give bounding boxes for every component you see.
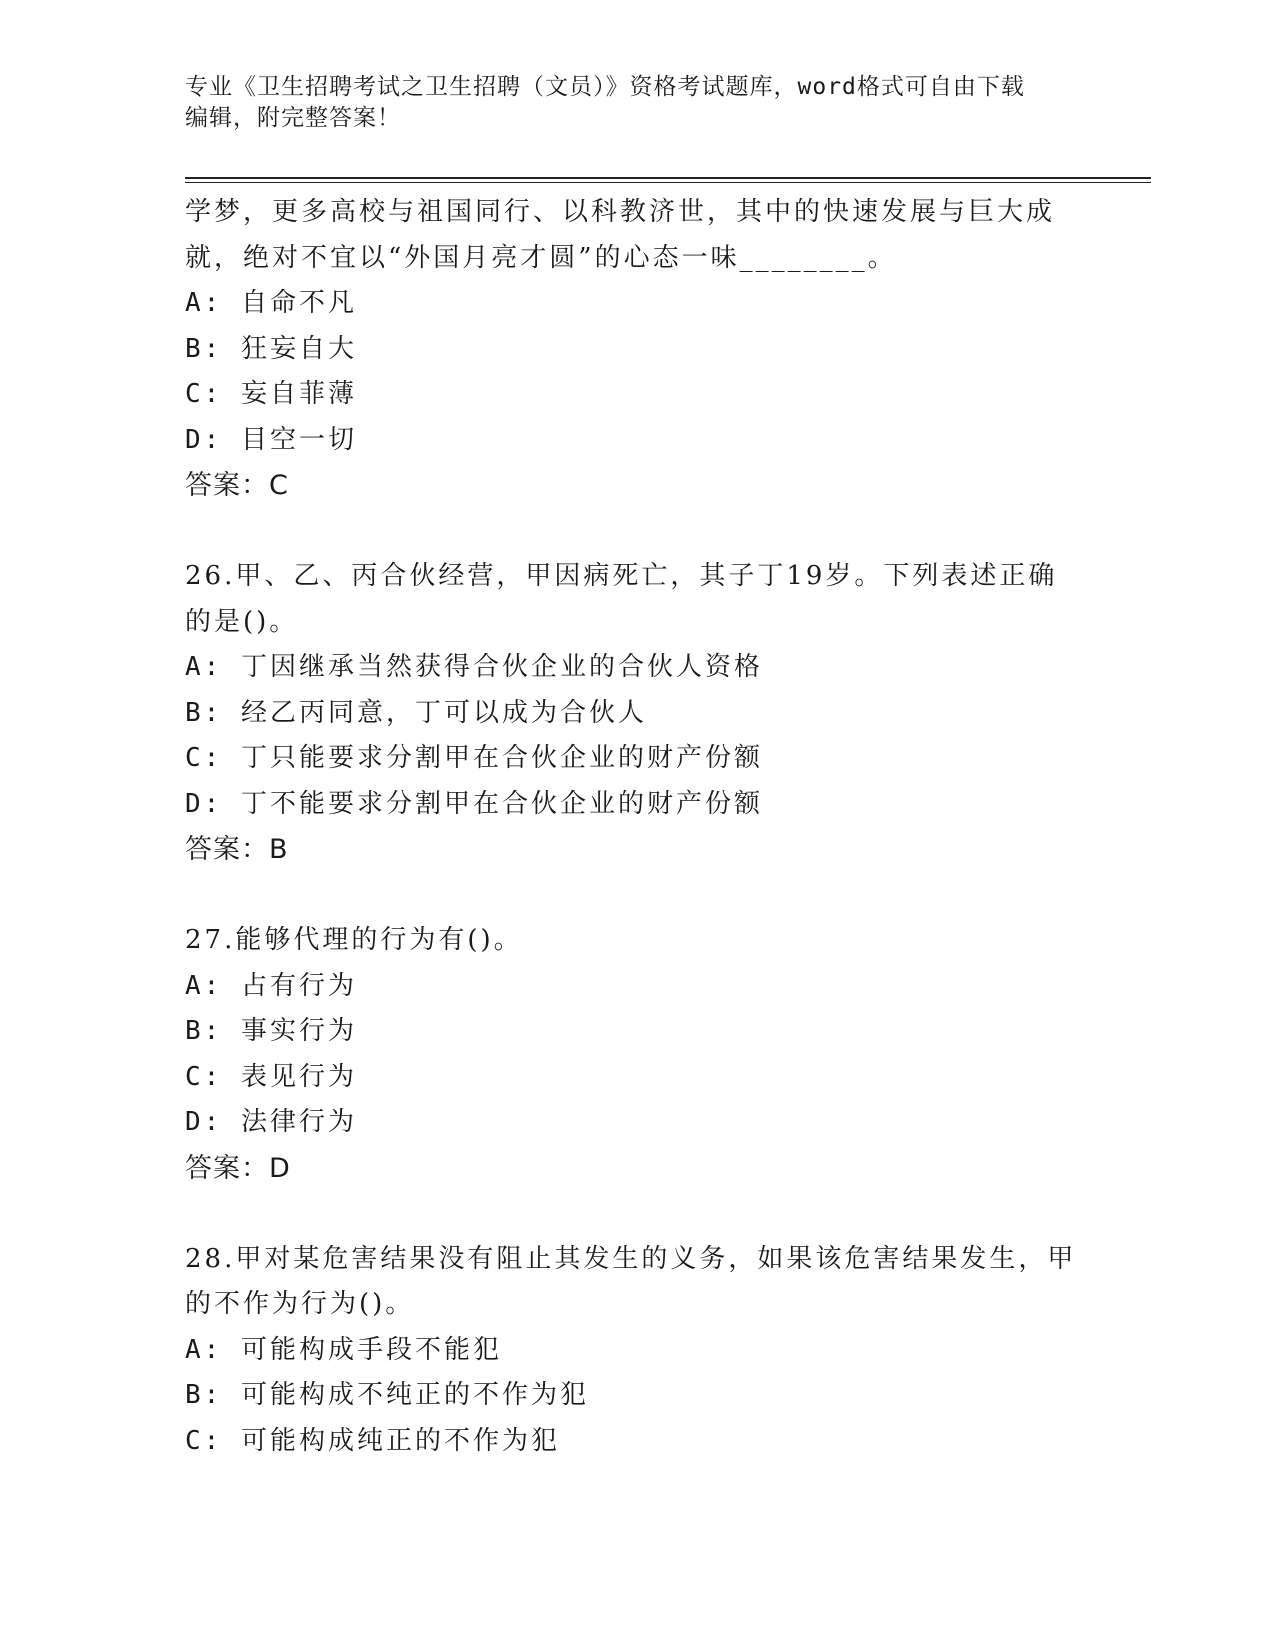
question-stem-line: 学梦，更多高校与祖国同行、以科教济世，其中的快速发展与巨大成 — [185, 197, 1056, 227]
spacer — [185, 873, 1085, 919]
option-c: C: 表见行为 — [185, 1061, 357, 1092]
question-stem-line: 就，绝对不宜以“外国月亮才圆”的心态一味________。 — [185, 242, 897, 273]
question-stem-line: 28.甲对某危害结果没有阻止其发生的义务，如果该危害结果发生，甲 — [185, 1243, 1077, 1274]
header-divider-thick — [185, 177, 1151, 179]
question-stem-line: 27.能够代理的行为有()。 — [185, 925, 523, 955]
answer-line: 答案：C — [185, 470, 289, 501]
answer-line: 答案：B — [185, 834, 289, 865]
option-c: C: 丁只能要求分割甲在合伙企业的财产份额 — [185, 743, 763, 773]
option-a: A: 丁因继承当然获得合伙企业的合伙人资格 — [185, 652, 763, 682]
question-26 — [185, 554, 1085, 873]
option-d: D: 法律行为 — [185, 1107, 357, 1137]
spacer — [185, 509, 1085, 555]
option-b: B: 狂妄自大 — [185, 333, 357, 364]
question-28 — [185, 1237, 1085, 1465]
option-a: A: 占有行为 — [185, 970, 357, 1001]
header-line-2: 编辑，附完整答案！ — [185, 105, 401, 131]
option-a: A: 可能构成手段不能犯 — [185, 1334, 502, 1365]
option-c: C: 可能构成纯正的不作为犯 — [185, 1425, 560, 1456]
question-stem-line: 的是()。 — [185, 606, 299, 637]
option-d: D: 丁不能要求分割甲在合伙企业的财产份额 — [185, 788, 763, 819]
document-header — [185, 72, 1085, 134]
option-c: C: 妄自菲薄 — [185, 379, 357, 409]
question-list — [185, 190, 1085, 1464]
header-divider-thin — [185, 182, 1151, 183]
option-b: B: 经乙丙同意，丁可以成为合伙人 — [185, 697, 647, 728]
header-line-1: 专业《卫生招聘考试之卫生招聘（文员）》资格考试题库，word格式可自由下载 — [185, 74, 1025, 100]
question-27 — [185, 918, 1085, 1191]
option-b: B: 事实行为 — [185, 1016, 357, 1046]
option-d: D: 目空一切 — [185, 424, 357, 455]
question-25 — [185, 190, 1085, 509]
option-b: B: 可能构成不纯正的不作为犯 — [185, 1380, 589, 1410]
option-a: A: 自命不凡 — [185, 288, 357, 318]
question-stem-line: 的不作为行为()。 — [185, 1289, 415, 1319]
question-stem-line: 26.甲、乙、丙合伙经营，甲因病死亡，其子丁19岁。下列表述正确 — [185, 561, 1058, 591]
answer-line: 答案：D — [185, 1152, 291, 1184]
spacer — [185, 1191, 1085, 1237]
